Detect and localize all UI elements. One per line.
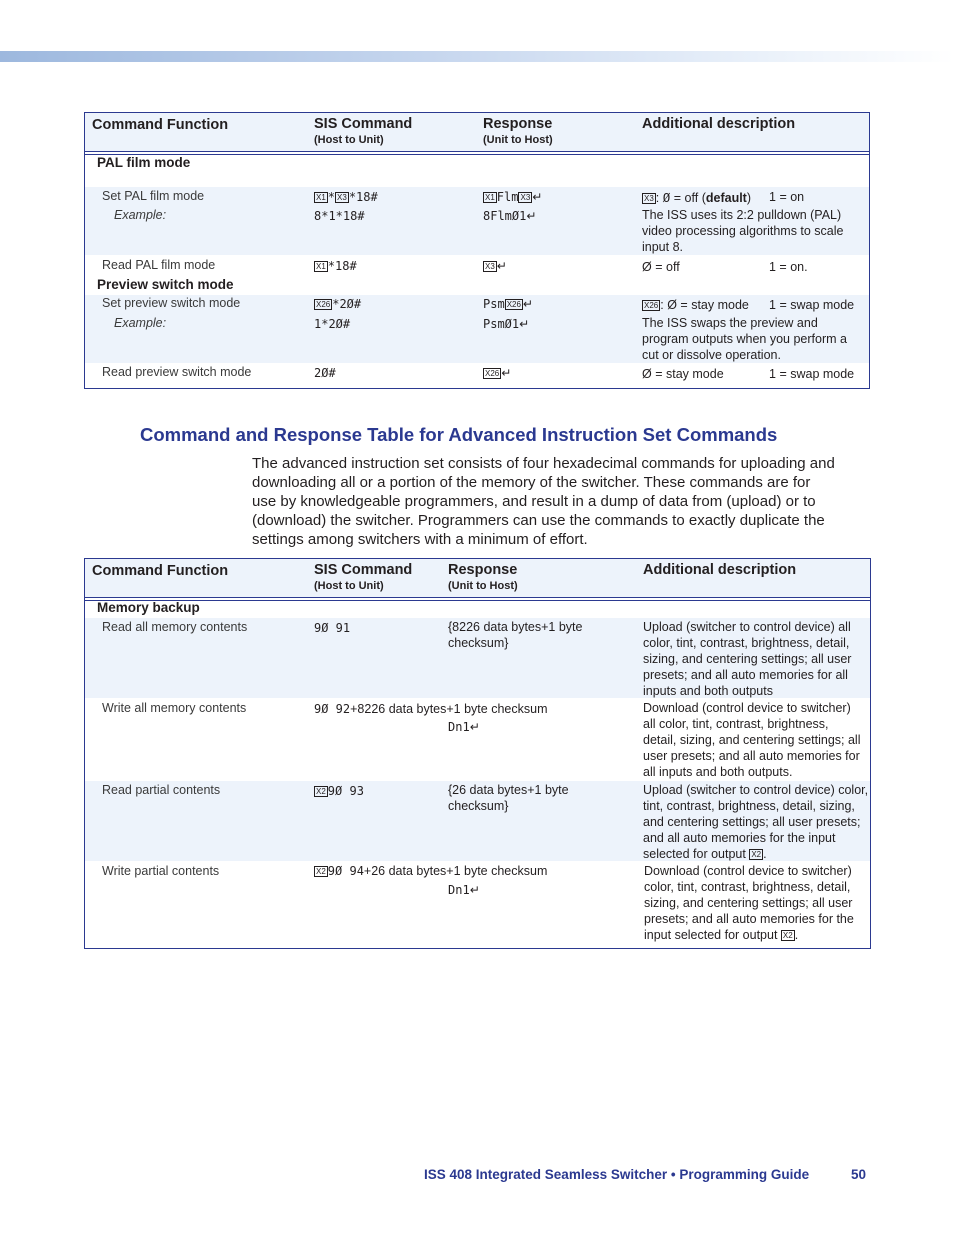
return-icon: ↵ [496,259,507,273]
description-text: Upload (switcher to control device) all color, tint, contrast, brightness, detail, sizing, and centering settings; all user presets; and all auto memories for all inputs and both outputs [643,620,852,698]
column-subheader-response: (Unit to Host) [448,580,518,592]
response: Dn1↵ [448,720,480,734]
description-swap: 1 = swap mode [769,367,855,381]
variable-box: X3 [485,262,495,271]
variable-box: X26 [485,369,500,378]
description-on: 1 = on. [769,260,808,274]
row-function: Write partial contents [102,864,220,878]
variable-box: X26 [316,300,331,309]
response-text: {8226 data bytes+1 byte checksum} [448,620,583,650]
row-function: Set PAL film mode [102,189,205,203]
row-function: Write all memory contents [102,701,247,715]
description-text: Download (control device to switcher) color, tint, contrast, brightness, detail, sizing, and centering settings; all user presets; and all auto memories for the input selected for output X2 . [644,864,854,942]
sis-command: X1 *18# [316,259,357,273]
description-values: X3 : Ø = off (default) [644,190,752,205]
variable-box: X26 [644,301,659,310]
description-text: Download (control device to switcher) all color, tint, contrast, brightness, detail, sizing, and centering settings; all user presets; and all auto memories for all inputs and both outputs. [643,701,861,779]
variable-box: X1 [316,193,326,202]
header-divider [85,600,870,601]
variable-box: X2 [782,931,793,940]
section-label: PAL film mode [97,155,191,170]
description-swap: 1 = swap mode [769,298,855,312]
intro-paragraph: The advanced instruction set consists of four hexadecimal commands for uploading and downloading all or a portion of the memory of the switcher. These commands are for use by knowledgeable programmers, and result in a dump of data from (upload) or to (download) the switcher. Programmers can use the commands to exactly duplicate the settings among switchers with a minimum of effort. [252,455,835,548]
column-header-function: Command Function [92,117,229,133]
return-icon: ↵ [522,297,533,311]
response: Dn1↵ [448,883,480,897]
variable-box: X2 [751,850,762,859]
description-on: 1 = on [769,190,805,204]
variable-box: X2 [316,787,326,796]
response [483,259,507,273]
variable-box: X2 [316,867,326,876]
column-header-response: Response [448,562,518,578]
variable-box: X1 [485,193,495,202]
example-response: PsmØ1↵ [483,317,530,331]
response [483,366,511,380]
section-title: Command and Response Table for Advanced Instruction Set Commands [140,424,778,445]
column-header-sis: SIS Command [314,116,413,132]
description-text: The ISS uses its 2:2 pulldown (PAL) video processing algorithms to scale input 8. [642,208,844,254]
variable-box: X3 [644,194,654,203]
return-icon: ↵ [526,209,537,223]
variable-box: X3 [337,193,347,202]
sis-command: X1 * X3 *18# [316,190,378,204]
row-function: Read PAL film mode [102,258,216,272]
footer-title: ISS 408 Integrated Seamless Switcher • Programming Guide [424,1167,810,1182]
response-text: {26 data bytes+1 byte checksum} [448,783,569,813]
sis-command: 9Ø 91 [314,621,351,635]
sis-command: X26 *2Ø# [316,297,362,311]
example-label: Example: [114,208,167,222]
return-icon: ↵ [501,366,512,380]
column-subheader-sis: (Host to Unit) [314,580,384,592]
description-text: Upload (switcher to control device) color, tint, contrast, brightness, detail, sizing, and centering settings; all user presets; and all auto memories for the input selected for output X2 . [643,783,869,861]
variable-box: X3 [520,193,531,202]
description-values: X26 : Ø = stay mode [644,298,749,312]
example-response: 8FlmØ1↵ [483,209,537,223]
sis-command: X2 9Ø 94+26 data bytes+1 byte checksum [316,864,548,878]
variable-box: X1 [316,262,326,271]
return-icon: ↵ [532,190,543,204]
description-text: The ISS swaps the preview and program outputs when you perform a cut or dissolve operation. [642,316,847,362]
section-label: Memory backup [97,600,200,615]
column-subheader-response: (Unit to Host) [483,134,553,146]
column-header-response: Response [483,116,553,132]
row-function: Read all memory contents [102,620,248,634]
response: X1 Flm X3 ↵ [485,190,543,204]
variable-box: X26 [506,300,521,309]
column-subheader-sis: (Host to Unit) [314,134,384,146]
column-header-sis: SIS Command [314,562,413,578]
return-icon: ↵ [469,720,480,734]
section-label: Preview switch mode [97,277,234,292]
example-command: 1*2Ø# [314,317,351,331]
column-header-function: Command Function [92,563,229,579]
header-divider [85,151,869,152]
sis-command: 2Ø# [314,366,336,380]
header-divider [85,597,870,598]
page-number: 50 [851,1167,867,1182]
column-header-description: Additional description [643,562,797,578]
sis-command: 9Ø 92+8226 data bytes+1 byte checksum [314,702,548,716]
example-label: Example: [114,316,167,330]
row-function: Read preview switch mode [102,365,252,379]
row-function: Set preview switch mode [102,296,241,310]
example-command: 8*1*18# [314,209,365,223]
row-function: Read partial contents [102,783,221,797]
header-gradient-bar [0,51,954,62]
description-stay: Ø = stay mode [642,367,724,381]
return-icon: ↵ [469,883,480,897]
return-icon: ↵ [519,317,530,331]
column-header-description: Additional description [642,116,796,132]
sis-command: X2 9Ø 93 [316,784,364,798]
header-divider [85,154,869,155]
description-off: Ø = off [642,260,680,274]
response: Psm X26 ↵ [483,297,533,311]
